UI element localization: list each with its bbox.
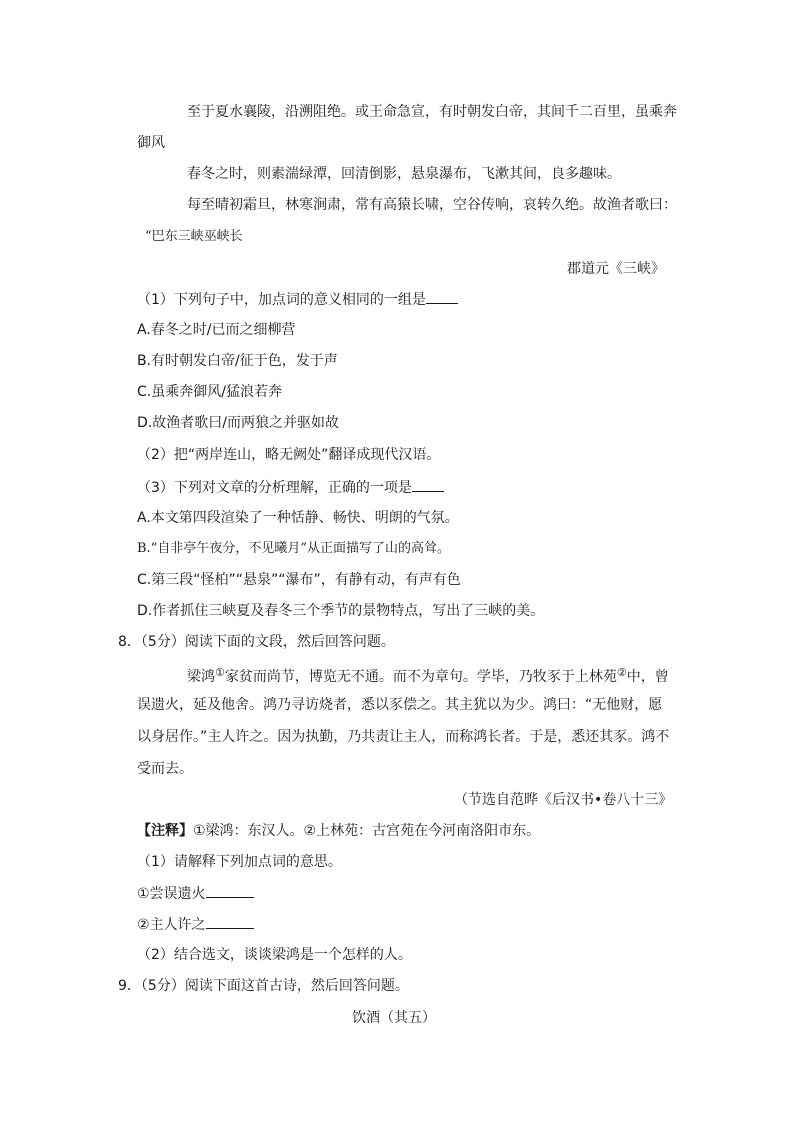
passage1-line1-continued: 御风 [137,135,165,151]
q7-sub1-option-c: C.虽乘奔御风/猛浪若奔 [137,384,282,400]
q8-passage-line3: 以身居作。”主人许之。因为执勤，乃共责让主人，而称鸿长者。于是，悉还其豕。鸿不 [137,729,670,745]
passage1-source: 郡道元《三峡》 [567,261,665,277]
answer-blank[interactable] [206,883,254,898]
q9-poem-title: 饮酒（其五） [352,1010,436,1026]
q8-sub1-item-a-text: ①尝误遗火 [137,886,206,902]
q8-passage-text: 家贫而尚节，博览无不通。而不为章句。学毕，乃牧豕于上林苑 [224,669,617,685]
footnote-marker: ① [215,666,225,679]
passage1-line3: 每至晴初霜旦，林寒涧肃，常有高猿长啸，空谷传响，哀转久绝。故渔者歌曰： [187,197,677,213]
passage1-line4: “巴东三峡巫峡长 [145,229,243,244]
q8-sub1-item-b-text: ②主人许之 [137,917,206,933]
q7-sub3-option-a: A.本文第四段渲染了一种恬静、畅快、明朗的气氛。 [137,510,459,526]
q7-sub1-option-a: A.春冬之时/已而之细柳营 [137,322,296,338]
q8-passage-text: 梁鸿 [187,669,215,685]
q8-sub1: （1）请解释下列加点词的意思。 [137,854,342,870]
q7-sub2: （2）把“两岸连山，略无阙处”翻译成现代汉语。 [137,447,441,463]
q7-sub1-option-d: D.故渔者歌曰/而两狼之并驱如故 [137,415,339,431]
q7-sub3 [137,477,444,498]
q9-heading: 9．（5分）阅读下面这首古诗，然后回答问题。 [118,978,409,994]
answer-blank[interactable] [206,914,254,929]
q7-sub1 [137,289,458,310]
notes-text: ①梁鸿：东汉人。②上林苑：古宫苑在今河南洛阳市东。 [193,823,541,839]
q7-sub3-option-c: C.第三段“怪柏”“悬泉”“瀑布”，有静有动，有声有色 [137,572,461,588]
q8-passage-line1 [187,663,669,687]
footnote-marker: ② [616,666,627,679]
q8-passage-line4: 受而去。 [137,761,193,777]
q8-source: （节选自范晔《后汉书•卷八十三》 [454,792,673,808]
q7-sub1-text: （1）下列句子中，加点词的意义相同的一组是 [137,292,426,308]
answer-blank[interactable] [426,289,458,304]
q8-notes [137,821,540,841]
q7-sub3-option-b: B.“自非亭午夜分，不见曦月”从正面描写了山的高耸。 [137,541,450,556]
q8-passage-text: 中，曾 [626,669,669,685]
notes-label: 【注释】 [137,823,193,839]
q8-sub1-item-b [137,914,254,935]
q8-sub2: （2）结合选文，谈谈梁鸿是一个怎样的人。 [137,947,412,963]
q8-heading: 8．（5分）阅读下面的文段，然后回答问题。 [118,634,395,650]
passage1-line2: 春冬之时，则素湍绿潭，回清倒影，悬泉瀑布，飞漱其间，良多趣味。 [187,166,621,182]
q7-sub3-option-d: D.作者抓住三峡夏及春冬三个季节的景物特点，写出了三峡的美。 [137,603,545,619]
q7-sub1-option-b: B.有时朝发白帝/征于色，发于声 [137,353,338,369]
passage1-line1: 至于夏水襄陵，沿溯阻绝。或王命急宣，有时朝发白帝，其间千二百里，虽乘奔 [187,104,677,120]
q8-sub1-item-a [137,883,254,904]
q7-sub3-text: （3）下列对文章的分析理解，正确的一项是 [137,480,412,496]
answer-blank[interactable] [412,477,444,492]
q8-passage-line2: 误遗火，延及他舍。鸿乃寻访烧者，悉以豕偿之。其主犹以为少。鸿曰：“无他财，愿 [137,697,663,713]
